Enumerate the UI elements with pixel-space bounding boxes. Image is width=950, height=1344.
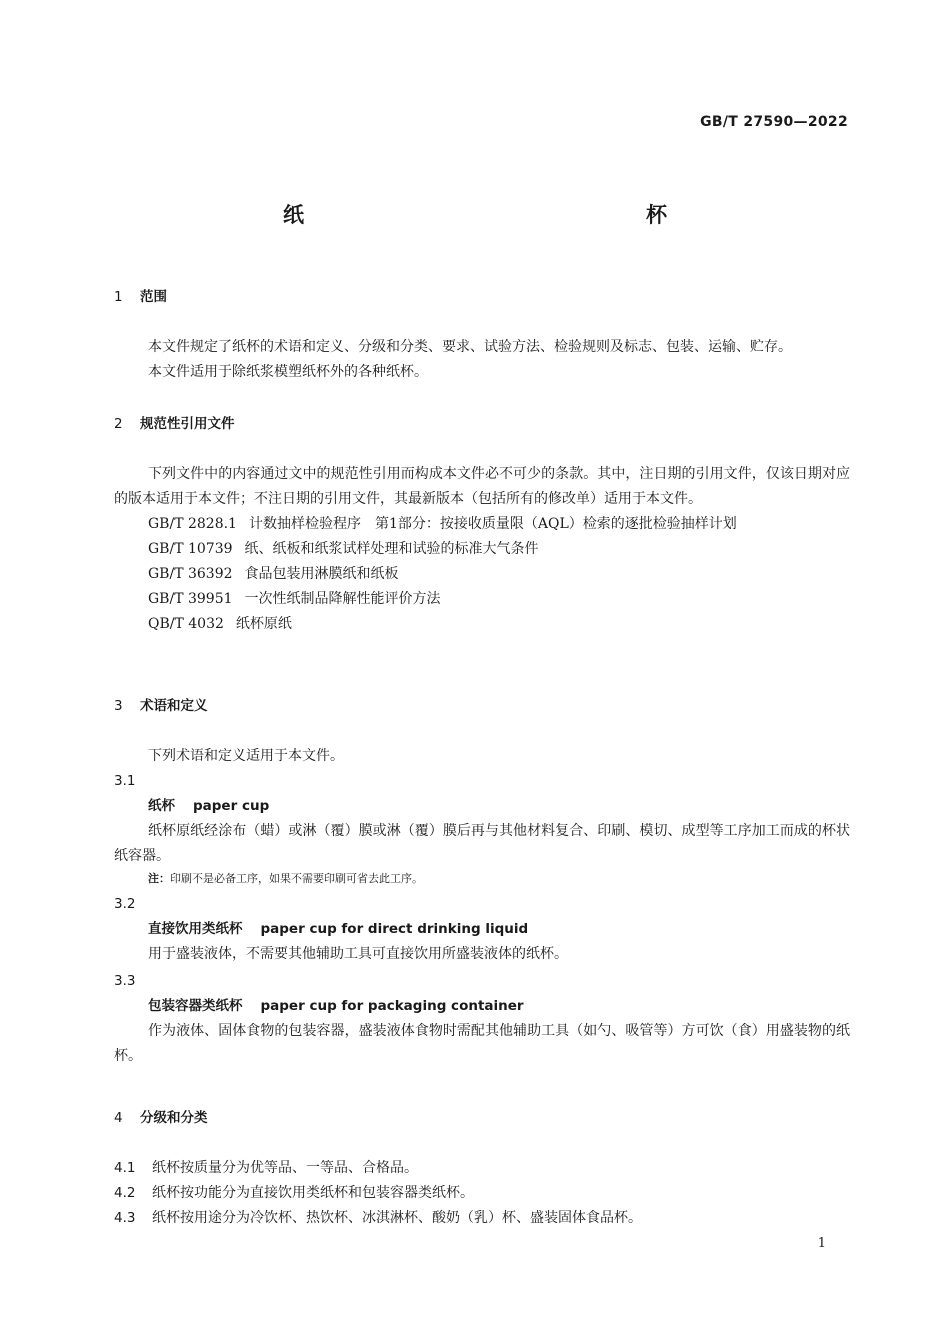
reference-item — [114, 612, 850, 637]
term-number: 3.2 — [114, 896, 136, 912]
section-title: 规范性引用文件 — [140, 416, 235, 432]
clause-number: 4.2 — [114, 1185, 136, 1201]
section-2-heading — [114, 412, 850, 437]
reference-title: 食品包装用淋膜纸和纸板 — [244, 566, 399, 582]
standard-code: GB/T 27590—2022 — [700, 114, 848, 130]
section-number: 3 — [114, 698, 123, 714]
page-number: 1 — [817, 1236, 826, 1251]
clause-text: 纸杯按质量分为优等品、一等品、合格品。 — [152, 1160, 418, 1176]
term-heading — [114, 917, 850, 942]
reference-title: 纸、纸板和纸浆试样处理和试验的标准大气条件 — [244, 541, 539, 557]
paragraph: 下列文件中的内容通过文中的规范性引用而构成本文件必不可少的条款。其中，注日期的引用文件，仅该日期对应的版本适用于本文件；不注日期的引用文件，其最新版本（包括所有的修改单）适用于本文件。 — [114, 466, 850, 507]
clause-item — [114, 1156, 850, 1181]
term-en: paper cup for direct drinking liquid — [260, 921, 529, 937]
term-number: 3.3 — [114, 973, 136, 989]
section-3-heading — [114, 694, 850, 719]
section-1-heading — [114, 285, 850, 310]
section-2-body — [114, 462, 850, 637]
clause-number: 4.1 — [114, 1160, 136, 1176]
reference-title: 计数抽样检验程序 第1部分：按接收质量限（AQL）检索的逐批检验抽样计划 — [248, 516, 737, 532]
reference-item — [114, 562, 850, 587]
paragraph: 下列术语和定义适用于本文件。 — [148, 748, 344, 764]
clause-item — [114, 1206, 850, 1231]
section-4-body — [114, 1156, 850, 1231]
reference-item — [114, 587, 850, 612]
reference-code: GB/T 2828.1 — [148, 516, 237, 532]
reference-item — [114, 537, 850, 562]
section-title: 术语和定义 — [140, 698, 208, 714]
paragraph: 本文件适用于除纸浆模塑纸杯外的各种纸杯。 — [148, 364, 428, 380]
term-en: paper cup for packaging container — [260, 998, 524, 1014]
section-3-body — [114, 744, 850, 1069]
note-text: 印刷不是必备工序，如果不需要印刷可省去此工序。 — [170, 872, 423, 885]
section-title: 范围 — [140, 289, 167, 305]
term-number: 3.1 — [114, 773, 136, 789]
clause-text: 纸杯按用途分为冷饮杯、热饮杯、冰淇淋杯、酸奶（乳）杯、盛装固体食品杯。 — [152, 1210, 642, 1226]
reference-code: GB/T 36392 — [148, 566, 233, 582]
reference-code: GB/T 39951 — [148, 591, 233, 607]
clause-text: 纸杯按功能分为直接饮用类纸杯和包装容器类纸杯。 — [152, 1185, 474, 1201]
reference-title: 纸杯原纸 — [235, 616, 292, 632]
paragraph: 本文件规定了纸杯的术语和定义、分级和分类、要求、试验方法、检验规则及标志、包装、运输、贮存。 — [148, 339, 792, 355]
term-zh: 直接饮用类纸杯 — [148, 921, 243, 937]
section-4-heading — [114, 1106, 850, 1131]
reference-title: 一次性纸制品降解性能评价方法 — [244, 591, 441, 607]
clause-number: 4.3 — [114, 1210, 136, 1226]
note-label: 注： — [148, 872, 170, 885]
term-definition: 纸杯原纸经涂布（蜡）或淋（覆）膜或淋（覆）膜后再与其他材料复合、印刷、模切、成型等工序加工而成的杯状纸容器。 — [114, 823, 850, 864]
term-heading — [114, 794, 850, 819]
term-zh: 纸杯 — [148, 798, 175, 814]
document-title: 纸 杯 — [283, 203, 767, 227]
clause-item — [114, 1181, 850, 1206]
term-zh: 包装容器类纸杯 — [148, 998, 243, 1014]
section-number: 1 — [114, 289, 123, 305]
section-number: 2 — [114, 416, 123, 432]
reference-item — [114, 512, 850, 537]
term-definition: 用于盛装液体，不需要其他辅助工具可直接饮用所盛装液体的纸杯。 — [148, 946, 568, 962]
reference-code: GB/T 10739 — [148, 541, 233, 557]
section-title: 分级和分类 — [140, 1110, 208, 1126]
term-en: paper cup — [193, 798, 270, 814]
section-1-body — [114, 335, 850, 385]
section-number: 4 — [114, 1110, 123, 1126]
term-heading — [114, 994, 850, 1019]
term-definition: 作为液体、固体食物的包装容器，盛装液体食物时需配其他辅助工具（如勺、吸管等）方可饮（食）用盛装物的纸杯。 — [114, 1023, 850, 1064]
term-note — [114, 869, 850, 889]
reference-code: QB/T 4032 — [148, 616, 224, 632]
